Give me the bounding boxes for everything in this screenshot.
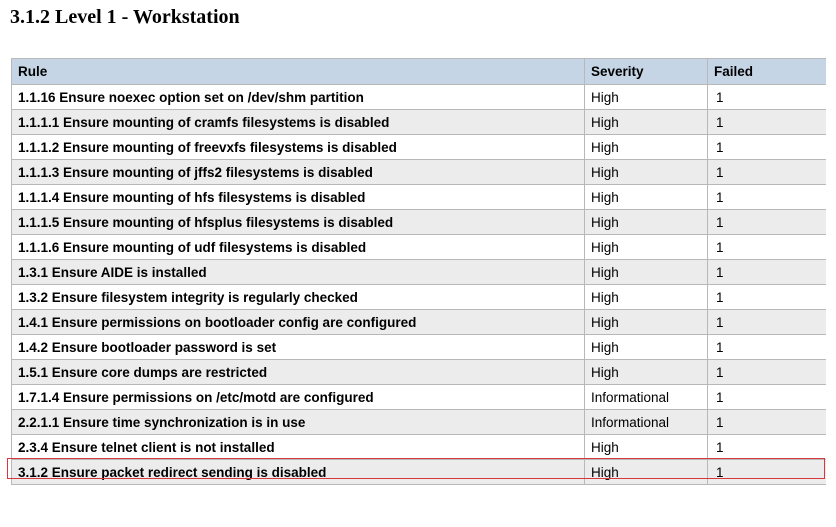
rule-cell: 1.5.1 Ensure core dumps are restricted [12, 360, 585, 385]
severity-cell: High [585, 310, 708, 335]
failed-cell: 1 [708, 310, 827, 335]
severity-cell: High [585, 85, 708, 110]
severity-cell: High [585, 335, 708, 360]
table-row [12, 285, 827, 310]
table-row [12, 85, 827, 110]
rules-table [11, 58, 826, 485]
table-row [12, 260, 827, 285]
table-row [12, 110, 827, 135]
table-row [12, 210, 827, 235]
rule-cell: 1.1.1.3 Ensure mounting of jffs2 filesystems is disabled [12, 160, 585, 185]
table-row [12, 435, 827, 460]
column-header-rule: Rule [12, 59, 585, 85]
severity-cell: High [585, 160, 708, 185]
column-header-failed: Failed [708, 59, 827, 85]
severity-cell: High [585, 110, 708, 135]
section-heading: 3.1.2 Level 1 - Workstation [10, 6, 240, 28]
table-row [12, 410, 827, 435]
severity-cell: High [585, 285, 708, 310]
severity-cell: High [585, 460, 708, 485]
table-header-row [12, 59, 827, 85]
rule-cell: 1.1.16 Ensure noexec option set on /dev/shm partition [12, 85, 585, 110]
rule-cell: 1.1.1.2 Ensure mounting of freevxfs filesystems is disabled [12, 135, 585, 160]
rule-cell: 1.3.2 Ensure filesystem integrity is regularly checked [12, 285, 585, 310]
failed-cell: 1 [708, 135, 827, 160]
failed-cell: 1 [708, 410, 827, 435]
failed-cell: 1 [708, 235, 827, 260]
severity-cell: Informational [585, 385, 708, 410]
failed-cell: 1 [708, 360, 827, 385]
rule-cell: 1.3.1 Ensure AIDE is installed [12, 260, 585, 285]
failed-cell: 1 [708, 110, 827, 135]
failed-cell: 1 [708, 85, 827, 110]
severity-cell: High [585, 135, 708, 160]
rules-table-container [11, 58, 826, 527]
rule-cell: 1.1.1.1 Ensure mounting of cramfs filesystems is disabled [12, 110, 585, 135]
failed-cell: 1 [708, 160, 827, 185]
severity-cell: Informational [585, 410, 708, 435]
rule-cell: 1.1.1.5 Ensure mounting of hfsplus filesystems is disabled [12, 210, 585, 235]
failed-cell: 1 [708, 435, 827, 460]
rule-cell: 1.1.1.4 Ensure mounting of hfs filesystems is disabled [12, 185, 585, 210]
table-row [12, 460, 827, 485]
rule-cell: 3.1.2 Ensure packet redirect sending is disabled [12, 460, 585, 485]
failed-cell: 1 [708, 460, 827, 485]
rule-cell: 1.1.1.6 Ensure mounting of udf filesystems is disabled [12, 235, 585, 260]
rule-cell: 1.7.1.4 Ensure permissions on /etc/motd are configured [12, 385, 585, 410]
table-row [12, 235, 827, 260]
table-row [12, 310, 827, 335]
severity-cell: High [585, 435, 708, 460]
failed-cell: 1 [708, 185, 827, 210]
severity-cell: High [585, 260, 708, 285]
failed-cell: 1 [708, 210, 827, 235]
table-row [12, 185, 827, 210]
rule-cell: 1.4.2 Ensure bootloader password is set [12, 335, 585, 360]
table-row [12, 160, 827, 185]
table-row [12, 335, 827, 360]
column-header-severity: Severity [585, 59, 708, 85]
failed-cell: 1 [708, 385, 827, 410]
failed-cell: 1 [708, 335, 827, 360]
rule-cell: 2.2.1.1 Ensure time synchronization is in use [12, 410, 585, 435]
severity-cell: High [585, 210, 708, 235]
table-row [12, 135, 827, 160]
failed-cell: 1 [708, 285, 827, 310]
table-row [12, 360, 827, 385]
severity-cell: High [585, 185, 708, 210]
severity-cell: High [585, 235, 708, 260]
severity-cell: High [585, 360, 708, 385]
failed-cell: 1 [708, 260, 827, 285]
table-row [12, 385, 827, 410]
rule-cell: 2.3.4 Ensure telnet client is not installed [12, 435, 585, 460]
rule-cell: 1.4.1 Ensure permissions on bootloader config are configured [12, 310, 585, 335]
